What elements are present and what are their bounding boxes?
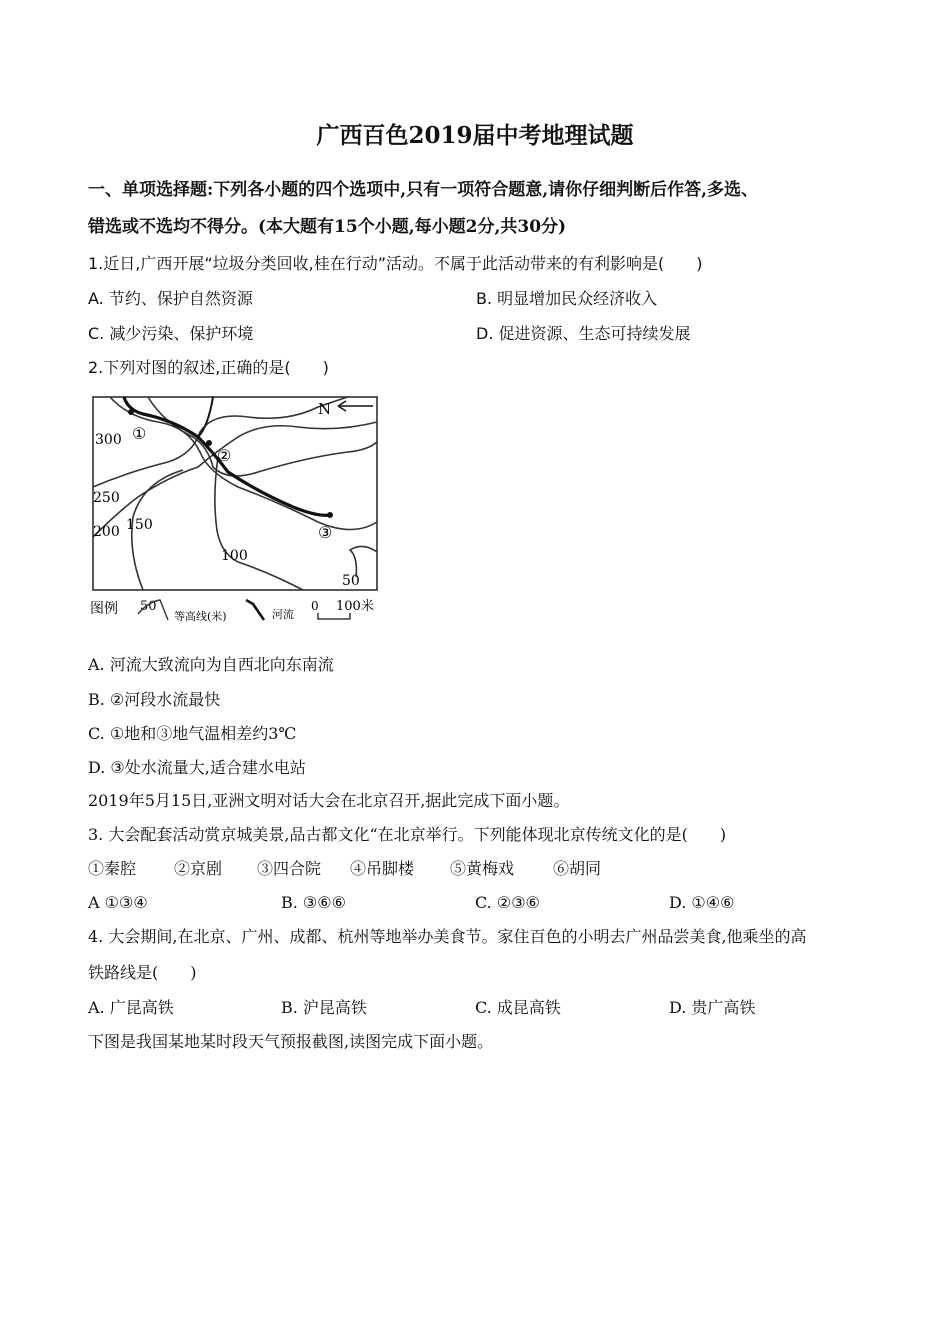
scale-zero: 0 [311,599,319,613]
q1-stem: 1.近日,广西开展“垃圾分类回收,桂在行动”活动。不属于此活动带来的有利影响是( ) [88,254,703,273]
legend-contour-value: 50 [140,599,157,614]
q1-option-d: D. 促进资源、生态可持续发展 [476,324,691,343]
point-label-1: ① [132,424,147,443]
river-dot-3 [327,512,333,518]
contour-map [88,392,384,624]
q4-option-d: D. 贵广高铁 [669,998,756,1017]
river-dot-1 [128,409,134,415]
scale-end: 100米 [336,599,374,614]
q3-item-5: ⑤黄梅戏 [450,859,515,878]
point-label-2: ② [217,446,232,465]
q2-option-a: A. 河流大致流向为自西北向东南流 [88,655,334,674]
legend-river-label: 河流 [272,608,294,621]
section-heading-line-2: 错选或不选均不得分。(本大题有15个小题,每小题2分,共30分) [88,217,567,237]
material-2: 下图是我国某地某时段天气预报截图,读图完成下面小题。 [88,1032,494,1051]
contour-label-250: 250 [93,490,120,506]
point-label-3: ③ [318,523,333,542]
q2-option-c: C. ①地和③地气温相差约3℃ [88,724,297,743]
q3-option-d: D. ①④⑥ [669,893,735,912]
page-title: 广西百色2019届中考地理试题 [316,122,634,149]
legend-river-line [246,600,264,620]
q3-option-b: B. ③⑥⑥ [281,893,346,912]
contour-100 [215,457,303,590]
q3-item-4: ④吊脚楼 [350,859,415,878]
q4-option-c: C. 成昆高铁 [475,998,561,1017]
q1-option-a: A. 节约、保护自然资源 [88,289,253,308]
q4-option-b: B. 沪昆高铁 [281,998,367,1017]
river-dot-2 [206,440,212,446]
q3-option-c: C. ②③⑥ [475,893,540,912]
north-label: N [318,400,332,418]
q1-option-b: B. 明显增加民众经济收入 [476,289,658,308]
q2-stem: 2.下列对图的叙述,正确的是( ) [88,358,329,377]
section-heading-line-1: 一、单项选择题:下列各小题的四个选项中,只有一项符合题意,请你仔细判断后作答,多选、 [88,180,759,200]
q3-item-2: ②京剧 [174,859,223,878]
q2-option-b: B. ②河段水流最快 [88,690,221,709]
contour-label-200: 200 [93,524,120,540]
contour-label-300: 300 [95,432,122,448]
q1-option-c: C. 减少污染、保护环境 [88,324,254,343]
contour-label-100: 100 [221,548,248,564]
legend-contour-label: 等高线(米) [174,610,227,623]
q4-stem-line-2: 铁路线是( ) [88,963,197,982]
q4-stem-line-1: 4. 大会期间,在北京、广州、成都、杭州等地举办美食节。家住百色的小明去广州品尝美食,他乘坐的高 [88,927,807,946]
q2-option-d: D. ③处水流量大,适合建水电站 [88,758,306,777]
q3-stem: 3. 大会配套活动赏京城美景,品古都文化“在北京举行。下列能体现北京传统文化的是( ) [88,825,727,844]
q4-option-a: A. 广昆高铁 [88,998,174,1017]
q3-item-1: ①秦腔 [88,859,137,878]
q3-item-6: ⑥胡同 [553,859,602,878]
q3-item-3: ③四合院 [257,859,322,878]
contour-label-50: 50 [342,573,360,589]
q3-option-a: A ①③④ [88,893,148,912]
material-1: 2019年5月15日,亚洲文明对话大会在北京召开,据此完成下面小题。 [88,791,570,810]
legend-title: 图例 [90,601,118,617]
contour-label-150: 150 [126,517,153,533]
